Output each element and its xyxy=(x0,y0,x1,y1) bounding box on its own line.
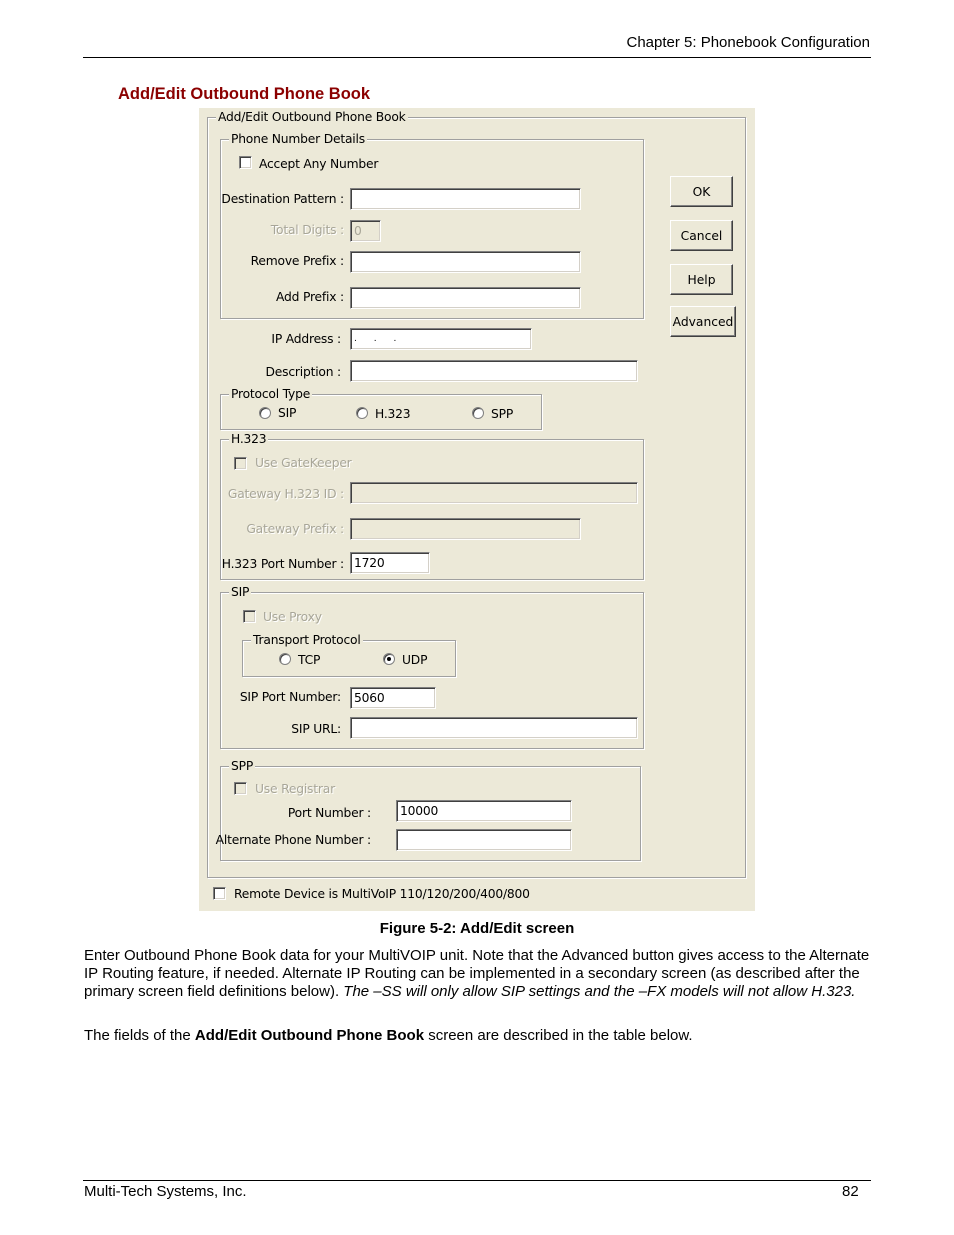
h323-title: H.323 xyxy=(231,432,267,446)
gateway-prefix-input[interactable] xyxy=(350,518,581,540)
protocol-sip-label: SIP xyxy=(278,406,297,420)
transport-udp-label: UDP xyxy=(402,653,428,667)
protocol-sip-radio[interactable] xyxy=(259,407,271,419)
gateway-h323-id-input[interactable] xyxy=(350,482,638,504)
spp-port-input[interactable]: 10000 xyxy=(396,800,572,822)
use-registrar-label: Use Registrar xyxy=(255,782,335,796)
intro-note: The –SS will only allow SIP settings and the –FX models will not allow H.323. xyxy=(343,983,856,1000)
sip-url-label: SIP URL: xyxy=(291,722,341,736)
use-registrar-checkbox[interactable] xyxy=(234,782,247,795)
transport-protocol-title: Transport Protocol xyxy=(253,633,361,647)
gateway-h323-id-label: Gateway H.323 ID : xyxy=(227,487,344,501)
destination-pattern-input[interactable] xyxy=(350,188,581,210)
description-input[interactable] xyxy=(350,360,638,382)
section-title: Add/Edit Outbound Phone Book xyxy=(118,85,371,103)
h323-port-label: H.323 Port Number : xyxy=(221,557,344,571)
use-proxy-checkbox[interactable] xyxy=(243,610,256,623)
use-gatekeeper-checkbox[interactable] xyxy=(234,457,247,470)
accept-any-number-checkbox[interactable] xyxy=(239,156,252,169)
transport-udp-radio[interactable] xyxy=(383,653,395,665)
sip-port-label: SIP Port Number: xyxy=(239,690,341,704)
ip-address-label: IP Address : xyxy=(271,332,341,346)
spp-title: SPP xyxy=(231,759,254,773)
footer-rule xyxy=(83,1180,871,1181)
total-digits-input[interactable]: 0 xyxy=(350,220,381,242)
phone-number-details-title: Phone Number Details xyxy=(231,132,365,146)
destination-pattern-label: Destination Pattern : xyxy=(221,192,344,206)
add-prefix-label: Add Prefix : xyxy=(276,290,344,304)
intro-text: Enter Outbound Phone Book data for your MultiVOIP unit. Note that the Advanced button gives access to the Alternate IP Routing feature, if needed. Alternate IP Routing can be implemented in a secondary screen (as described after the primary screen field definitions below). xyxy=(84,947,870,1000)
footer-company: Multi-Tech Systems, Inc. xyxy=(84,1183,247,1200)
sip-port-input[interactable]: 5060 xyxy=(350,687,436,709)
fields-text-bold: Add/Edit Outbound Phone Book xyxy=(194,1027,425,1044)
sip-url-input[interactable] xyxy=(350,717,638,739)
gateway-prefix-label: Gateway Prefix : xyxy=(246,522,344,536)
use-proxy-label: Use Proxy xyxy=(263,610,322,624)
total-digits-label: Total Digits : xyxy=(270,223,344,237)
use-gatekeeper-label: Use GateKeeper xyxy=(255,456,352,470)
cancel-button[interactable]: Cancel xyxy=(670,220,733,251)
fields-paragraph xyxy=(84,1027,874,1045)
header-rule xyxy=(83,57,871,58)
remove-prefix-label: Remove Prefix : xyxy=(250,254,344,268)
protocol-h323-radio[interactable] xyxy=(356,407,368,419)
remote-device-checkbox[interactable] xyxy=(213,887,226,900)
add-prefix-input[interactable] xyxy=(350,287,581,309)
help-button[interactable]: Help xyxy=(670,264,733,295)
alternate-phone-label: Alternate Phone Number : xyxy=(215,833,371,847)
alternate-phone-input[interactable] xyxy=(396,829,572,851)
transport-tcp-radio[interactable] xyxy=(279,653,291,665)
remove-prefix-input[interactable] xyxy=(350,251,581,273)
outer-groupbox-title: Add/Edit Outbound Phone Book xyxy=(218,110,406,124)
spp-port-label: Port Number : xyxy=(287,806,371,820)
remote-device-label: Remote Device is MultiVoIP 110/120/200/400/800 xyxy=(234,887,530,901)
protocol-spp-radio[interactable] xyxy=(472,407,484,419)
ok-button[interactable]: OK xyxy=(670,176,733,207)
ip-address-input[interactable]: . . . xyxy=(350,328,532,350)
description-label: Description : xyxy=(265,365,341,379)
sip-title: SIP xyxy=(231,585,250,599)
fields-text-start: The fields of the xyxy=(84,1027,195,1044)
protocol-h323-label: H.323 xyxy=(375,407,411,421)
intro-paragraph xyxy=(84,947,874,1001)
protocol-spp-label: SPP xyxy=(491,407,514,421)
chapter-header: Chapter 5: Phonebook Configuration xyxy=(626,34,870,51)
figure-caption: Figure 5-2: Add/Edit screen xyxy=(379,920,575,937)
transport-tcp-label: TCP xyxy=(298,653,321,667)
page-number: 82 xyxy=(842,1183,859,1200)
advanced-button[interactable]: Advanced xyxy=(670,306,736,337)
h323-port-input[interactable]: 1720 xyxy=(350,552,430,574)
fields-text-end: screen are described in the table below. xyxy=(424,1027,693,1044)
udp-selected-dot xyxy=(387,657,391,661)
protocol-type-title: Protocol Type xyxy=(231,387,311,401)
add-edit-dialog xyxy=(199,108,755,911)
accept-any-number-label: Accept Any Number xyxy=(259,157,379,171)
